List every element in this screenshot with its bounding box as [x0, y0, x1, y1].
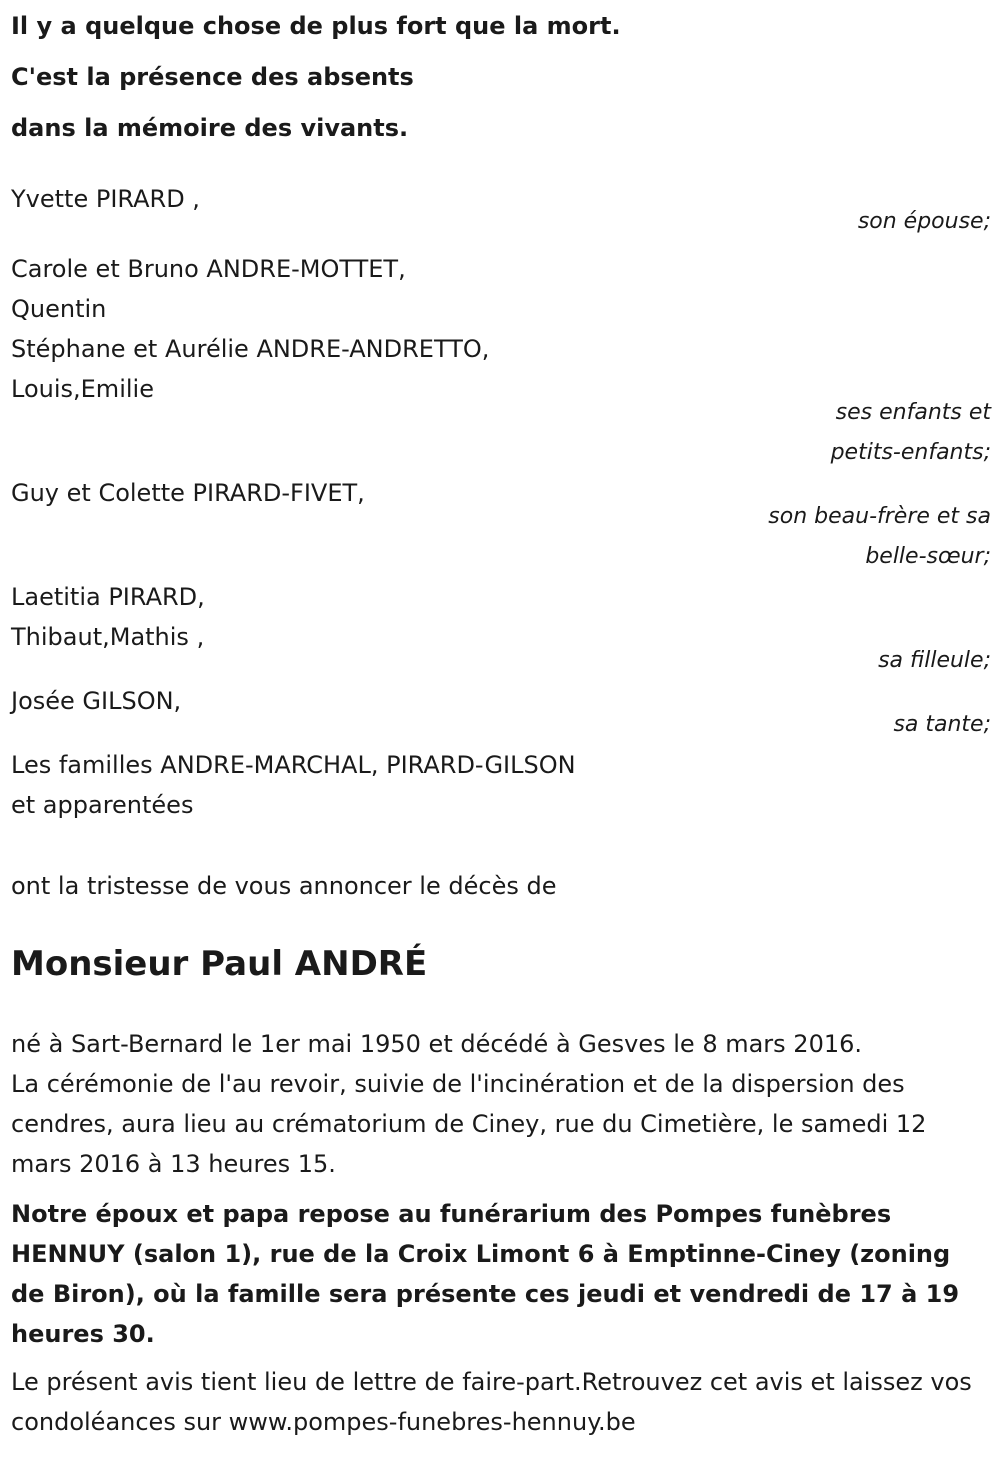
mourner-name: et apparentées — [11, 791, 194, 819]
mourner-group-spouse — [11, 179, 991, 242]
mourner-relation: sa tante; — [893, 712, 991, 737]
mourner-name: Yvette PIRARD , — [11, 185, 200, 213]
mourner-group-children — [11, 249, 991, 473]
mourner-relation: belle-sœur; — [865, 544, 991, 569]
mourner-group-goddaughter — [11, 577, 991, 681]
mourner-relation: sa filleule; — [878, 648, 991, 673]
birth-death-text: né à Sart-Bernard le 1er mai 1950 et décédé à Gesves le 8 mars 2016. — [11, 1030, 863, 1058]
mourner-name: Les familles ANDRE-MARCHAL, PIRARD-GILSON — [11, 751, 576, 779]
quote-line: dans la mémoire des vivants. — [11, 114, 409, 142]
announcement-text: ont la tristesse de vous annoncer le décès de — [11, 872, 557, 900]
mourner-relation: ses enfants et — [835, 400, 991, 425]
mourner-relation: son beau-frère et sa — [768, 504, 991, 529]
epigraph-quote — [11, 0, 991, 154]
deceased-name: Monsieur Paul ANDRÉ — [11, 944, 428, 984]
obituary-notice — [11, 0, 991, 1442]
visitation-text: Notre époux et papa repose au funérarium des Pompes funèbres HENNUY (salon 1), rue de la Croix Limont 6 à Emptinne-Ciney (zoning de Biron), où la famille sera présente ces jeudi et vendredi de 17 à 19 heures 30. — [11, 1200, 960, 1348]
mourner-relation: son épouse; — [857, 209, 991, 234]
mourner-name: Josée GILSON, — [11, 687, 182, 715]
notice-text: Le présent avis tient lieu de lettre de faire-part.Retrouvez cet avis et laissez vos condoléances sur www.pompes-funebres-hennuy.be — [11, 1368, 972, 1436]
mourner-name: Thibaut,Mathis , — [11, 623, 205, 651]
mourner-relation: petits-enfants; — [830, 440, 991, 465]
quote-line: C'est la présence des absents — [11, 63, 414, 91]
mourner-name: Stéphane et Aurélie ANDRE-ANDRETTO, — [11, 335, 490, 363]
mourner-name: Carole et Bruno ANDRE-MOTTET, — [11, 255, 406, 283]
quote-line: Il y a quelque chose de plus fort que la mort. — [11, 12, 621, 40]
mourner-name: Laetitia PIRARD, — [11, 583, 205, 611]
mourner-group-in-laws — [11, 473, 991, 577]
mourner-name: Louis,Emilie — [11, 375, 154, 403]
mourner-name: Quentin — [11, 295, 107, 323]
mourner-name: Guy et Colette PIRARD-FIVET, — [11, 479, 365, 507]
mourner-group-aunt — [11, 681, 991, 745]
mourner-group-families — [11, 745, 991, 825]
ceremony-text: La cérémonie de l'au revoir, suivie de l'incinération et de la dispersion des cendres, aura lieu au crématorium de Ciney, rue du Cimetière, le samedi 12 mars 2016 à 13 heures 15. — [11, 1070, 927, 1178]
